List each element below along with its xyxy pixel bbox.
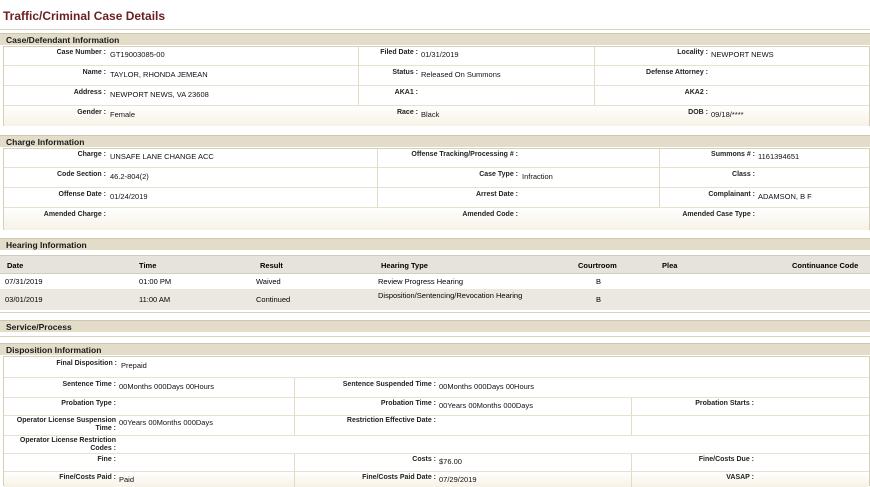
defense-attorney-label: Defense Attorney : (646, 69, 708, 76)
fine-costs-paid-value: Paid (119, 475, 135, 484)
hearing-type: Disposition/Sentencing/Revocation Hearing (378, 291, 523, 300)
column-header[interactable]: Date (7, 261, 24, 270)
locality-value: NEWPORT NEWS (711, 50, 774, 59)
name-value: TAYLOR, RHONDA JEMEAN (110, 70, 208, 79)
charge-row (4, 208, 869, 230)
final-disposition-label: Final Disposition : (56, 360, 117, 367)
charge-row (4, 168, 869, 188)
fine-costs-due-label: Fine/Costs Due : (698, 456, 754, 463)
column-header[interactable]: Result (260, 261, 283, 270)
case-type-value: Infraction (522, 172, 553, 181)
aka1-label: AKA1 : (394, 89, 418, 96)
code-section-value: 46.2-804(2) (110, 172, 149, 181)
page-title: Traffic/Criminal Case Details (3, 9, 166, 23)
offense-date-value: 01/24/2019 (110, 192, 148, 201)
case-section-header: Case/Defendant Information (0, 33, 870, 45)
complainant-value: ADAMSON, B F (758, 192, 812, 201)
disposition-row (4, 378, 869, 398)
offense-tracking-label: Offense Tracking/Processing # : (411, 151, 518, 158)
hearing-result: Waived (256, 277, 281, 286)
gender-label: Gender : (77, 109, 106, 116)
table-row (0, 274, 870, 290)
arrest-date-label: Arrest Date : (475, 191, 518, 198)
op-license-restriction-label: Operator License Restriction Codes : (19, 437, 116, 452)
title-divider (0, 29, 870, 30)
hearing-date: 03/01/2019 (5, 295, 43, 304)
restriction-date-label: Restriction Effective Date : (346, 417, 436, 424)
summons-value: 1161394651 (758, 152, 800, 161)
hearing-section-header: Hearing Information (0, 238, 870, 250)
fine-label: Fine : (97, 456, 116, 463)
charge-panel (3, 148, 870, 230)
disposition-row (4, 398, 869, 416)
race-value: Black (421, 110, 440, 119)
complainant-label: Complainant : (708, 191, 755, 198)
op-license-suspension-label: Operator License Suspension Time : (16, 417, 116, 432)
fine-costs-paid-date-label: Fine/Costs Paid Date : (362, 474, 436, 481)
column-header[interactable]: Courtroom (578, 261, 617, 270)
class-label: Class : (732, 171, 755, 178)
service-divider (0, 336, 870, 337)
costs-value: $76.00 (439, 457, 462, 466)
case-row (4, 86, 869, 106)
column-header[interactable]: Hearing Type (381, 261, 428, 270)
locality-label: Locality : (677, 49, 708, 56)
probation-time-value: 00Years 00Months 000Days (439, 401, 533, 410)
dob-value: 09/18/**** (711, 110, 744, 119)
hearing-result: Continued (256, 295, 291, 304)
dob-label: DOB : (688, 109, 708, 116)
charge-label: Charge : (77, 151, 106, 158)
charge-row (4, 149, 869, 168)
vasap-label: VASAP : (726, 474, 754, 481)
offense-date-label: Offense Date : (58, 191, 106, 198)
status-value: Released On Summons (421, 70, 501, 79)
aka2-label: AKA2 : (684, 89, 708, 96)
filed-date-label: Filed Date : (380, 49, 418, 56)
hearing-time: 01:00 PM (139, 277, 172, 286)
case-row (4, 66, 869, 86)
sentence-time-value: 00Months 000Days 00Hours (119, 382, 215, 391)
disposition-row (4, 472, 869, 487)
hearing-type: Review Progress Hearing (378, 277, 464, 286)
disposition-row (4, 454, 869, 472)
column-header[interactable]: Time (139, 261, 157, 270)
sentence-suspended-value: 00Months 000Days 00Hours (439, 382, 535, 391)
final-disposition-value: Prepaid (121, 361, 147, 370)
filed-date-value: 01/31/2019 (421, 50, 459, 59)
amended-charge-label: Amended Charge : (43, 211, 106, 218)
column-header[interactable]: Continuance Code (792, 261, 859, 270)
amended-case-type-label: Amended Case Type : (682, 211, 755, 218)
case-number-label: Case Number : (56, 49, 106, 56)
case-row (4, 47, 869, 66)
hearing-divider (0, 312, 870, 313)
hearing-courtroom: B (596, 295, 602, 304)
sentence-suspended-label: Sentence Suspended Time : (342, 381, 436, 388)
case-number-value: GT19003085-00 (110, 50, 165, 59)
case-panel (3, 46, 870, 126)
sentence-time-label: Sentence Time : (62, 381, 116, 388)
gender-value: Female (110, 110, 136, 119)
charge-value: UNSAFE LANE CHANGE ACC (110, 152, 214, 161)
hearing-time: 11:00 AM (139, 295, 171, 304)
amended-code-label: Amended Code : (462, 211, 518, 218)
disposition-section-header: Disposition Information (0, 343, 870, 355)
case-type-label: Case Type : (479, 171, 518, 178)
disposition-row (4, 416, 869, 436)
name-label: Name : (82, 69, 106, 76)
status-label: Status : (392, 69, 418, 76)
address-label: Address : (73, 89, 106, 96)
address-value: NEWPORT NEWS, VA 23608 (110, 90, 209, 99)
charge-section-header: Charge Information (0, 135, 870, 147)
hearing-table-header (0, 255, 870, 274)
column-header[interactable]: Plea (662, 261, 678, 270)
table-row (0, 290, 870, 310)
hearing-courtroom: B (596, 277, 602, 286)
code-section-label: Code Section : (56, 171, 106, 178)
hearing-date: 07/31/2019 (5, 277, 43, 286)
disposition-row (4, 357, 869, 378)
probation-type-label: Probation Type : (61, 400, 116, 407)
summons-label: Summons # : (711, 151, 755, 158)
service-section-header: Service/Process (0, 320, 870, 332)
probation-starts-label: Probation Starts : (695, 400, 754, 407)
disposition-row (4, 436, 869, 454)
race-label: Race : (396, 109, 418, 116)
probation-time-label: Probation Time : (380, 400, 436, 407)
case-row (4, 106, 869, 126)
op-license-suspension-value: 00Years 00Months 000Days (119, 418, 213, 427)
fine-costs-paid-label: Fine/Costs Paid : (59, 474, 116, 481)
fine-costs-paid-date-value: 07/29/2019 (439, 475, 477, 484)
costs-label: Costs : (412, 456, 436, 463)
disposition-panel (3, 356, 870, 486)
charge-row (4, 188, 869, 208)
